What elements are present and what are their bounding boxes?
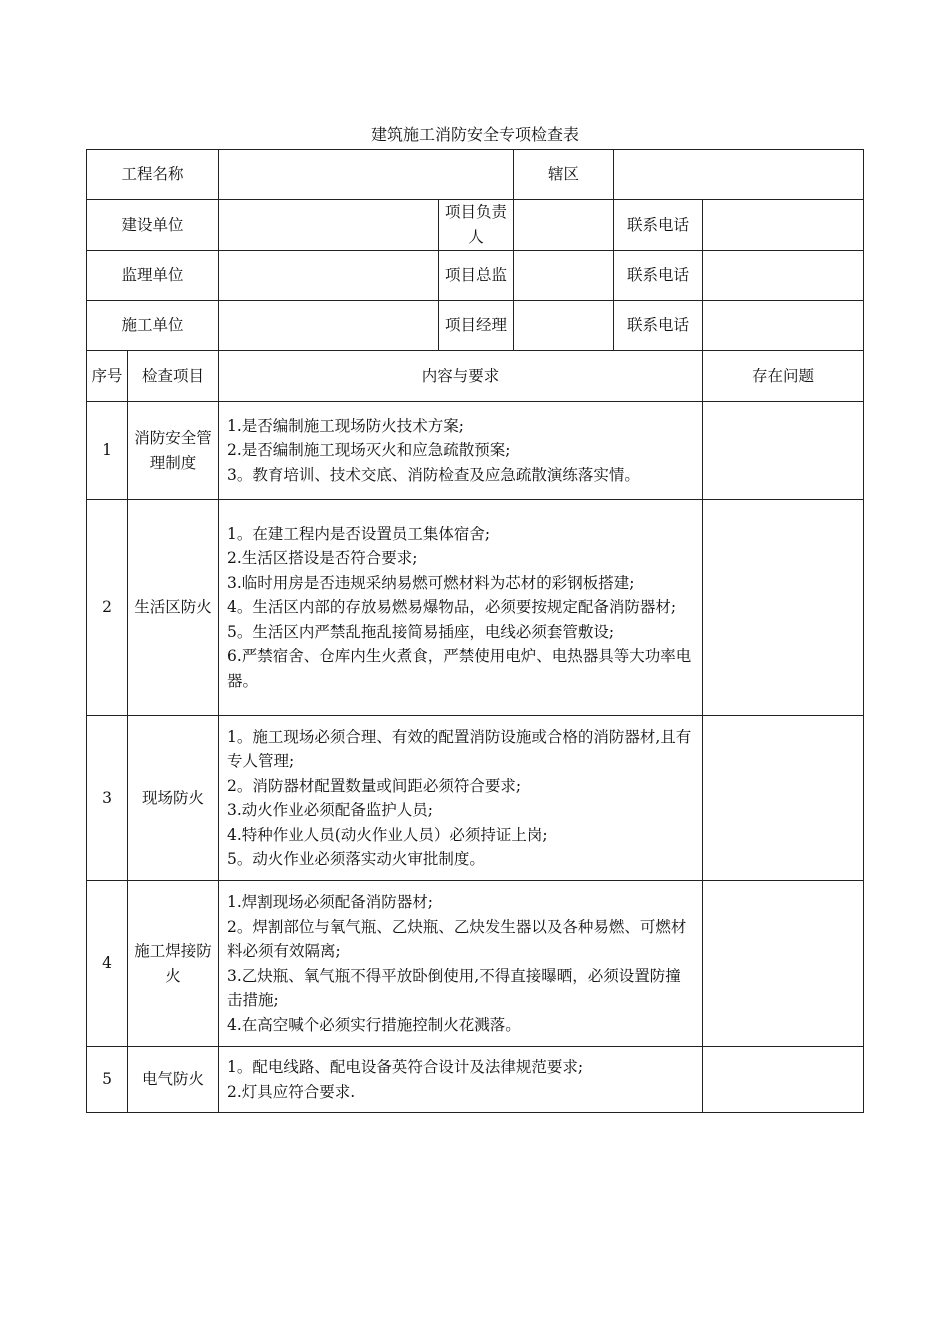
requirement-line: 6.严禁宿舍、仓库内生火煮食，严禁使用电炉、电热器具等大功率电器。 xyxy=(227,647,692,690)
issues-cell[interactable] xyxy=(703,881,864,1047)
row-number: 5 xyxy=(87,1047,128,1113)
unit-value[interactable] xyxy=(219,301,439,351)
phone-label: 联系电话 xyxy=(614,301,703,351)
check-item: 消防安全管理制度 xyxy=(128,402,219,500)
construction-unit-row xyxy=(87,200,864,251)
role-label: 项目负责人 xyxy=(439,200,514,251)
requirement-line: 1。施工现场必须合理、有效的配置消防设施或合格的消防器材,且有专人管理; xyxy=(227,727,692,770)
check-item: 施工焊接防火 xyxy=(128,881,219,1047)
table-row xyxy=(87,881,864,1047)
role-label: 项目总监 xyxy=(439,251,514,301)
phone-label: 联系电话 xyxy=(614,251,703,301)
requirement-line: 1。配电线路、配电设备英符合设计及法律规范要求; xyxy=(227,1058,584,1076)
project-name-label: 工程名称 xyxy=(87,150,219,200)
role-value[interactable] xyxy=(514,251,614,301)
phone-value[interactable] xyxy=(703,200,864,251)
requirement-line: 2.生活区搭设是否符合要求; xyxy=(227,549,418,568)
document-title: 建筑施工消防安全专项检查表 xyxy=(370,125,579,144)
row-number: 3 xyxy=(87,716,128,881)
requirements xyxy=(219,881,703,1047)
contractor-unit-row xyxy=(87,301,864,351)
requirement-line: 2.是否编制施工现场灭火和应急疏散预案; xyxy=(227,441,511,460)
row-number: 2 xyxy=(87,500,128,716)
requirement-line: 1。在建工程内是否设置员工集体宿舍; xyxy=(227,524,491,543)
phone-value[interactable] xyxy=(703,301,864,351)
requirement-line: 3.动火作业必须配备监护人员; xyxy=(227,801,434,819)
district-label: 辖区 xyxy=(514,150,614,200)
role-label: 项目经理 xyxy=(439,301,514,351)
requirements xyxy=(219,716,703,881)
requirement-line: 2。焊割部位与氧气瓶、乙炔瓶、乙炔发生器以及各种易燃、可燃材料必须有效隔离; xyxy=(227,917,687,960)
table-row xyxy=(87,402,864,500)
column-header-row xyxy=(87,351,864,402)
issues-cell[interactable] xyxy=(703,1047,864,1113)
issues-cell[interactable] xyxy=(703,500,864,716)
requirement-line: 4。生活区内部的存放易燃易爆物品，必须要按规定配备消防器材; xyxy=(227,598,677,617)
project-name-value[interactable] xyxy=(219,150,514,200)
requirements xyxy=(219,500,703,716)
unit-label: 监理单位 xyxy=(87,251,219,301)
project-name-row xyxy=(87,150,864,200)
requirements xyxy=(219,402,703,500)
unit-value[interactable] xyxy=(219,251,439,301)
requirements xyxy=(219,1047,703,1113)
unit-label: 施工单位 xyxy=(87,301,219,351)
check-item: 电气防火 xyxy=(128,1047,219,1113)
content-header: 内容与要求 xyxy=(219,351,703,402)
role-value[interactable] xyxy=(514,301,614,351)
requirement-line: 1.焊割现场必须配备消防器材; xyxy=(227,893,434,911)
check-item: 生活区防火 xyxy=(128,500,219,716)
phone-value[interactable] xyxy=(703,251,864,301)
requirement-line: 5。动火作业必须落实动火审批制度。 xyxy=(227,850,485,868)
supervision-unit-row xyxy=(87,251,864,301)
row-number: 4 xyxy=(87,881,128,1047)
issues-cell[interactable] xyxy=(703,716,864,881)
issues-cell[interactable] xyxy=(703,402,864,500)
requirement-line: 3.乙炔瓶、氧气瓶不得平放卧倒使用,不得直接曝晒，必须设置防撞击措施; xyxy=(227,966,681,1009)
table-row xyxy=(87,1047,864,1113)
check-item: 现场防火 xyxy=(128,716,219,881)
unit-label: 建设单位 xyxy=(87,200,219,251)
requirement-line: 5。生活区内严禁乱拖乱接简易插座，电线必须套管敷设; xyxy=(227,622,615,641)
district-value[interactable] xyxy=(614,150,864,200)
role-value[interactable] xyxy=(514,200,614,251)
row-number: 1 xyxy=(87,402,128,500)
requirement-line: 1.是否编制施工现场防火技术方案; xyxy=(227,416,465,435)
table-row xyxy=(87,500,864,716)
requirement-line: 4.特种作业人员(动火作业人员）必须持证上岗; xyxy=(227,825,548,844)
seq-header: 序号 xyxy=(87,351,128,402)
requirement-line: 2.灯具应符合要求. xyxy=(227,1082,356,1101)
phone-label: 联系电话 xyxy=(614,200,703,251)
requirement-line: 4.在高空喊个必须实行措施控制火花溅落。 xyxy=(227,1015,521,1034)
requirement-line: 3.临时用房是否违规采纳易燃可燃材料为芯材的彩钢板搭建; xyxy=(227,573,635,592)
unit-value[interactable] xyxy=(219,200,439,251)
requirement-line: 2。消防器材配置数量或间距必须符合要求; xyxy=(227,776,522,795)
table-row xyxy=(87,716,864,881)
item-header: 检查项目 xyxy=(128,351,219,402)
requirement-line: 3。教育培训、技术交底、消防检查及应急疏散演练落实情。 xyxy=(227,465,640,484)
inspection-table xyxy=(86,149,864,1113)
issues-header: 存在问题 xyxy=(703,351,864,402)
